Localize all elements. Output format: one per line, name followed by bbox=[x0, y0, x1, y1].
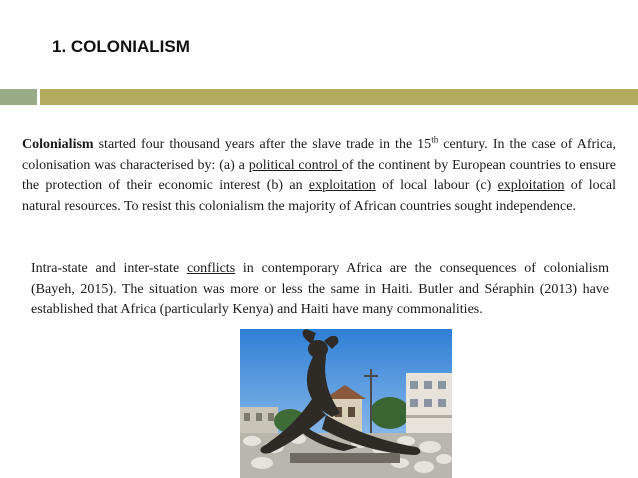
p2-text-b: in contemporary Africa are the consequences of colonialism (Bayeh, 2015). The situation was more or less the same in Haiti. Butler and Séraphin (2013) have established that Africa (particularly Kenya) and Haiti have many commonalities. bbox=[31, 261, 609, 317]
utility-pole bbox=[370, 369, 372, 435]
link-exploitation-resources[interactable]: exploitation bbox=[497, 178, 565, 193]
ordinal-suffix: th bbox=[431, 134, 439, 145]
p1-text-b: century. In the case of Africa, colonisation was characterised by: (a) a bbox=[22, 137, 616, 173]
slide-title: 1. COLONIALISM bbox=[52, 37, 190, 56]
paragraph-colonialism bbox=[22, 135, 616, 217]
bold-lead: Colonialism bbox=[22, 137, 94, 152]
statue-photo bbox=[240, 329, 452, 478]
p1-text-e: of local natural resources. To resist this colonialism the majority of African countries sought independence. bbox=[22, 178, 616, 214]
p1-text-c: of the continent by European countries to ensure the protection of their economic interest (b) an bbox=[22, 157, 617, 193]
p2-text-a: Intra-state and inter-state bbox=[31, 261, 187, 276]
p1-text-d: of local labour (c) bbox=[375, 178, 498, 193]
link-conflicts[interactable]: conflicts bbox=[186, 261, 236, 276]
accent-bar-gray bbox=[0, 89, 37, 105]
link-exploitation-labour[interactable]: exploitation bbox=[308, 178, 376, 193]
paragraph-conflicts bbox=[31, 259, 609, 321]
accent-bar-gold bbox=[40, 89, 638, 105]
building-left bbox=[240, 407, 278, 437]
statue-photo-illustration bbox=[240, 329, 452, 478]
pedestal bbox=[290, 453, 400, 463]
tree-right bbox=[370, 397, 410, 429]
p1-text-a: started four thousand years after the slave trade in the 15 bbox=[93, 137, 432, 152]
link-political-control[interactable]: political control bbox=[248, 157, 342, 173]
